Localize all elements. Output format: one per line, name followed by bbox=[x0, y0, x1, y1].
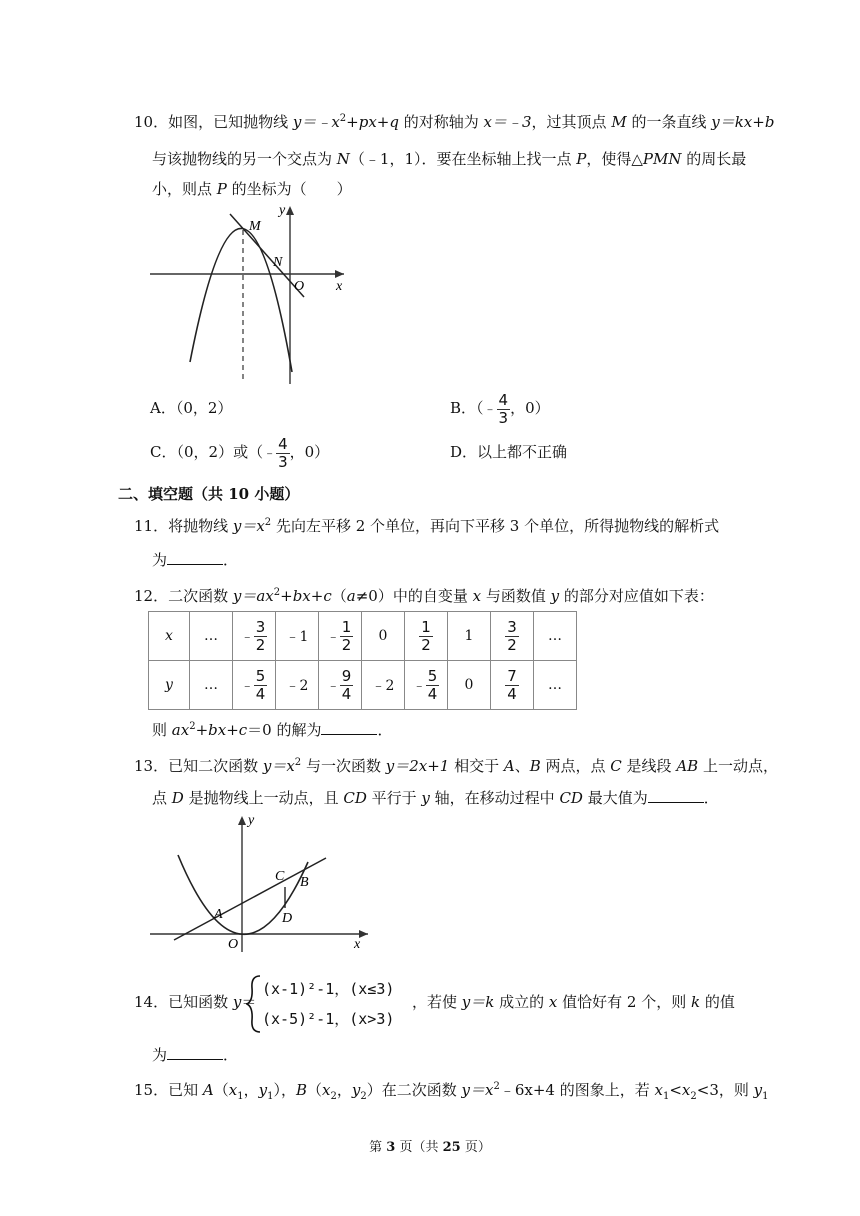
cell bbox=[405, 612, 448, 661]
var: x bbox=[548, 993, 558, 1011]
label-B: B bbox=[300, 875, 309, 890]
label-D: D bbox=[282, 911, 293, 926]
subscript: 2 bbox=[690, 1091, 697, 1102]
text: C．（0，2）或（ bbox=[150, 443, 264, 461]
section-title: 二、填空题（共 10 小题） bbox=[118, 485, 300, 503]
y-arrow-icon bbox=[238, 816, 246, 825]
den: 2 bbox=[255, 635, 266, 654]
equation: y＝2x+1 bbox=[385, 757, 450, 775]
cell: … bbox=[534, 661, 577, 710]
equation: ax bbox=[171, 721, 190, 739]
equation: y＝k bbox=[461, 993, 495, 1011]
var: B bbox=[529, 757, 541, 775]
var: y bbox=[258, 1081, 268, 1099]
var: AB bbox=[676, 757, 699, 775]
x-arrow-icon bbox=[335, 270, 344, 278]
text: 11．将抛物线 bbox=[134, 517, 233, 535]
neg: ﹣ bbox=[240, 629, 254, 644]
equation: ﹣6x+4 bbox=[499, 1081, 555, 1099]
var: y bbox=[753, 1081, 763, 1099]
text: 12．二次函数 bbox=[134, 587, 233, 605]
q11-line1 bbox=[134, 516, 719, 536]
den: 3 bbox=[278, 452, 288, 471]
text: ）在二次函数 bbox=[366, 1081, 462, 1099]
var: x bbox=[228, 1081, 238, 1099]
var: x bbox=[681, 1081, 691, 1099]
num: 7 bbox=[507, 666, 517, 685]
text: 先向左平移 2 个单位，再向下平移 3 个单位，所得抛物线的解析式 bbox=[271, 517, 720, 535]
cell bbox=[491, 612, 534, 661]
subscript: 2 bbox=[330, 1091, 337, 1102]
neg: ﹣ bbox=[326, 678, 340, 693]
text: ）， bbox=[273, 1081, 296, 1099]
var: x bbox=[654, 1081, 663, 1099]
text: 的图象上，若 bbox=[554, 1081, 655, 1099]
var: D bbox=[171, 789, 184, 807]
text: ，0） bbox=[510, 399, 550, 417]
text: ，0） bbox=[289, 443, 330, 461]
text: 14．已知函数 bbox=[134, 993, 233, 1011]
text: 与一次函数 bbox=[301, 757, 386, 775]
var: y bbox=[232, 993, 242, 1011]
fraction bbox=[419, 619, 433, 654]
option-d-text: D．以上都不正确 bbox=[450, 443, 568, 461]
text: 、 bbox=[514, 757, 530, 775]
text: 的值 bbox=[700, 993, 735, 1011]
num: 3 bbox=[507, 617, 517, 636]
neg: ﹣ bbox=[412, 678, 426, 693]
text: B．（ bbox=[450, 399, 484, 417]
text: ＝0 的解为 bbox=[247, 721, 322, 739]
num: 1 bbox=[341, 617, 352, 636]
var: CD bbox=[343, 789, 367, 807]
y-arrow-icon bbox=[286, 206, 294, 215]
table-header: x bbox=[149, 612, 190, 661]
piece-2: (x-5)²-1，(x>3) bbox=[262, 1010, 395, 1028]
q13-graph bbox=[146, 810, 376, 956]
option-a-text: A．（0，2） bbox=[150, 399, 233, 417]
var: y bbox=[550, 587, 560, 605]
q10-line1 bbox=[134, 112, 774, 132]
text: 上一动点， bbox=[698, 757, 778, 775]
num: 9 bbox=[341, 666, 352, 685]
page-footer bbox=[0, 1136, 860, 1155]
q14-line2 bbox=[152, 1045, 238, 1065]
text: 是线段 bbox=[621, 757, 677, 775]
cell: … bbox=[534, 612, 577, 661]
answer-blank[interactable] bbox=[167, 550, 223, 565]
q10-line3 bbox=[152, 179, 352, 199]
equation: x＝﹣3 bbox=[483, 113, 532, 131]
text: ， bbox=[243, 1081, 259, 1099]
q15-line1 bbox=[134, 1080, 769, 1100]
text: 平行于 bbox=[366, 789, 422, 807]
exponent: 2 bbox=[273, 587, 281, 598]
text: ． bbox=[377, 721, 393, 739]
cell: ﹣2 bbox=[276, 661, 319, 710]
option-b bbox=[450, 388, 550, 430]
text: 与函数值 bbox=[481, 587, 551, 605]
fraction bbox=[254, 619, 268, 654]
var: P bbox=[216, 180, 227, 198]
fraction bbox=[340, 668, 354, 703]
text: ，过其顶点 bbox=[531, 113, 612, 131]
equation: +bx+c bbox=[280, 587, 332, 605]
text: 的坐标为（ ） bbox=[226, 180, 352, 198]
q10-graph bbox=[146, 200, 356, 390]
label-y: y bbox=[248, 813, 255, 828]
text: 小，则点 bbox=[152, 180, 217, 198]
exponent: 2 bbox=[294, 757, 302, 768]
den: 2 bbox=[507, 635, 517, 654]
den: 4 bbox=[341, 684, 352, 703]
label-x: x bbox=[336, 279, 343, 294]
equation: +bx+c bbox=[195, 721, 248, 739]
label-C: C bbox=[275, 869, 285, 884]
label-N: N bbox=[273, 255, 283, 270]
text: （ bbox=[331, 587, 347, 605]
label-x: x bbox=[354, 937, 361, 952]
var: C bbox=[610, 757, 622, 775]
text: 成立的 bbox=[494, 993, 549, 1011]
table-header: y bbox=[149, 661, 190, 710]
fraction bbox=[340, 619, 354, 654]
parabola bbox=[190, 228, 292, 372]
subscript: 2 bbox=[360, 1091, 367, 1102]
option-c bbox=[150, 432, 329, 474]
text: 与该抛物线的另一个交点为 bbox=[152, 150, 337, 168]
piece-1: (x-1)²-1，(x≤3) bbox=[262, 980, 395, 998]
cell: 1 bbox=[448, 612, 491, 661]
label-M: M bbox=[249, 219, 261, 234]
table-row bbox=[149, 612, 577, 661]
exponent: 2 bbox=[264, 517, 272, 528]
var: x bbox=[322, 1081, 331, 1099]
var: N bbox=[336, 150, 350, 168]
text: ＝ bbox=[241, 993, 257, 1011]
num: 4 bbox=[278, 434, 288, 453]
text: 为 bbox=[152, 551, 168, 569]
var: a bbox=[346, 587, 356, 605]
cell: ﹣2 bbox=[362, 661, 405, 710]
exponent: 2 bbox=[189, 721, 196, 732]
equation: +px+q bbox=[346, 113, 399, 131]
fraction bbox=[276, 436, 290, 471]
equation: y＝kx+b bbox=[711, 113, 775, 131]
text: （﹣1，1）．要在坐标轴上找一点 bbox=[349, 150, 577, 168]
num: 5 bbox=[255, 666, 266, 685]
text: 点 bbox=[152, 789, 172, 807]
den: 2 bbox=[341, 635, 352, 654]
neg: ﹣ bbox=[263, 446, 277, 461]
var: y bbox=[351, 1081, 361, 1099]
var: P bbox=[576, 150, 587, 168]
num: 4 bbox=[498, 390, 509, 409]
var: A bbox=[503, 757, 515, 775]
line-ab bbox=[174, 858, 326, 940]
text: 的一条直线 bbox=[626, 113, 712, 131]
text: 则 bbox=[152, 721, 172, 739]
subscript: 1 bbox=[267, 1091, 274, 1102]
fraction bbox=[505, 668, 519, 703]
text: 是抛物线上一动点，且 bbox=[183, 789, 344, 807]
cell: 0 bbox=[448, 661, 491, 710]
exponent: 2 bbox=[339, 113, 347, 124]
text: 最大值为 bbox=[582, 789, 648, 807]
text: ，使得△ bbox=[586, 150, 643, 168]
text: 为 bbox=[152, 1046, 168, 1064]
num: 3 bbox=[255, 617, 266, 636]
x-arrow-icon bbox=[359, 930, 368, 938]
cell: 0 bbox=[362, 612, 405, 661]
text: < bbox=[669, 1081, 682, 1099]
equation: y＝x bbox=[461, 1081, 494, 1099]
den: 2 bbox=[421, 635, 431, 654]
page-number: 3 bbox=[386, 1140, 396, 1155]
var: y bbox=[421, 789, 430, 807]
num: 1 bbox=[421, 617, 431, 636]
cell: … bbox=[190, 612, 233, 661]
den: 4 bbox=[427, 684, 438, 703]
q14-suffix bbox=[412, 992, 735, 1012]
var: B bbox=[295, 1081, 307, 1099]
text: ，若使 bbox=[412, 993, 462, 1011]
option-a bbox=[150, 398, 232, 418]
table-row bbox=[149, 661, 577, 710]
num: 5 bbox=[427, 666, 438, 685]
var: M bbox=[611, 113, 627, 131]
text: 值恰好有 2 个，则 bbox=[557, 993, 691, 1011]
text: 页） bbox=[460, 1140, 491, 1155]
fraction bbox=[426, 668, 440, 703]
text: 两点，点 bbox=[540, 757, 611, 775]
q12-line1 bbox=[134, 586, 714, 606]
label-O: O bbox=[294, 279, 305, 294]
cell bbox=[405, 661, 448, 710]
equation: y＝x bbox=[262, 757, 295, 775]
neg: ﹣ bbox=[483, 402, 497, 417]
text: 第 bbox=[369, 1140, 387, 1155]
text: 的部分对应值如下表： bbox=[559, 587, 714, 605]
var: PMN bbox=[642, 150, 682, 168]
equation: y＝﹣x bbox=[292, 113, 340, 131]
label-y: y bbox=[279, 203, 286, 218]
answer-blank[interactable] bbox=[167, 1045, 223, 1060]
q10-line2 bbox=[152, 149, 746, 169]
equation: y＝x bbox=[232, 517, 265, 535]
den: 3 bbox=[498, 408, 509, 427]
var: k bbox=[691, 993, 701, 1011]
text: （ bbox=[306, 1081, 322, 1099]
text: 13．已知二次函数 bbox=[134, 757, 263, 775]
den: 4 bbox=[507, 684, 517, 703]
q13-line2 bbox=[152, 788, 719, 808]
cell bbox=[233, 612, 276, 661]
text: 10．如图，已知抛物线 bbox=[134, 113, 293, 131]
cell bbox=[319, 612, 362, 661]
neg: ﹣ bbox=[326, 629, 340, 644]
q12-line2 bbox=[152, 720, 393, 740]
cell bbox=[233, 661, 276, 710]
text: （ bbox=[213, 1081, 229, 1099]
cell: ﹣1 bbox=[276, 612, 319, 661]
fraction bbox=[254, 668, 268, 703]
q11-line2 bbox=[152, 550, 238, 570]
text: 的对称轴为 bbox=[398, 113, 484, 131]
fraction bbox=[505, 619, 519, 654]
subscript: 1 bbox=[762, 1091, 769, 1102]
option-d bbox=[450, 442, 567, 462]
page-total: 25 bbox=[442, 1140, 461, 1155]
text: 的周长最 bbox=[681, 150, 747, 168]
cell: … bbox=[190, 661, 233, 710]
neg: ﹣ bbox=[240, 678, 254, 693]
text: 15．已知 bbox=[134, 1081, 203, 1099]
text: ． bbox=[223, 1046, 239, 1064]
subscript: 1 bbox=[662, 1091, 670, 1102]
fraction bbox=[497, 392, 511, 427]
text: ≠0）中的自变量 bbox=[355, 587, 473, 605]
text: ． bbox=[223, 551, 239, 569]
text: ， bbox=[336, 1081, 352, 1099]
var: A bbox=[202, 1081, 214, 1099]
q13-line1 bbox=[134, 756, 778, 776]
equation: y＝ax bbox=[232, 587, 274, 605]
label-A: A bbox=[214, 907, 223, 922]
line-mn bbox=[230, 214, 304, 297]
answer-blank[interactable] bbox=[321, 720, 377, 735]
exponent: 2 bbox=[493, 1081, 500, 1092]
cell bbox=[491, 661, 534, 710]
den: 4 bbox=[255, 684, 266, 703]
text: 相交于 bbox=[449, 757, 504, 775]
text: <3，则 bbox=[696, 1081, 754, 1099]
brace-icon bbox=[246, 974, 262, 1034]
value-table bbox=[148, 611, 577, 710]
text: 轴，在移动过程中 bbox=[429, 789, 560, 807]
q14-prefix bbox=[134, 992, 256, 1012]
answer-blank[interactable] bbox=[648, 788, 704, 803]
var: x bbox=[472, 587, 482, 605]
text: 页（共 bbox=[395, 1140, 443, 1155]
cell bbox=[319, 661, 362, 710]
label-O: O bbox=[228, 937, 239, 952]
text: ． bbox=[703, 789, 719, 807]
var: CD bbox=[559, 789, 583, 807]
subscript: 1 bbox=[237, 1091, 244, 1102]
